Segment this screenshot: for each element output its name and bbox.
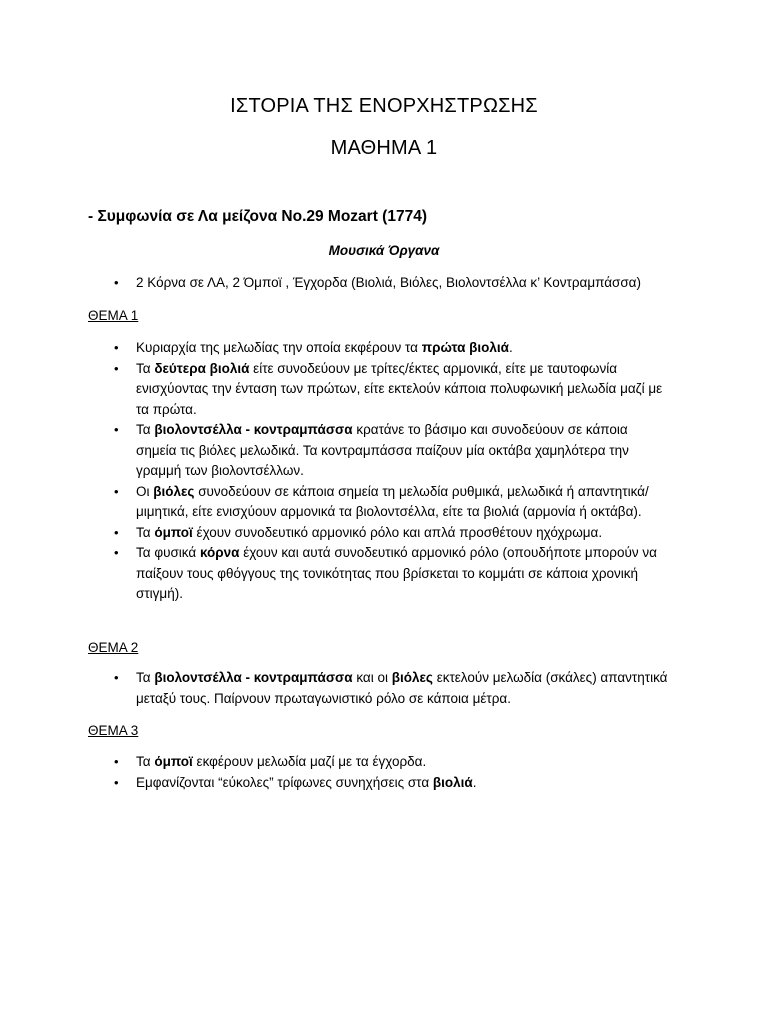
- item-text: εκφέρουν μελωδία μαζί με τα έγχορδα.: [192, 754, 427, 769]
- item-text: Τα: [136, 670, 155, 685]
- bullet-icon: •: [114, 670, 119, 685]
- instruments-subheading: Μουσικά Όργανα: [328, 243, 440, 258]
- item-bold: βιολοντσέλλα - κοντραμπάσσα: [154, 422, 353, 437]
- theme-3-list: [0, 752, 768, 793]
- item-text: είτε συνοδεύουν με τρίτες/έκτες αρμονικά, είτε με ταυτοφωνία ενισχύοντας την ένταση των πρώτων, είτε εκτελούν κάποια πολυφωνική μελωδία μαζί με τα πρώτα.: [136, 360, 663, 417]
- item-bold: πρώτα βιολιά: [421, 340, 509, 355]
- bullet-icon: •: [114, 422, 119, 437]
- item-text: συνοδεύουν σε κάποια σημεία τη μελωδία ρυθμικά, μελωδικά ή απαντητικά/μιμητικά, είτε ενισχύουν αρμονικά τα βιολοντσέλλα, είτε τα βιολιά (αρμονία ή οκτάβα).: [136, 483, 649, 519]
- bullet-icon: •: [114, 754, 119, 769]
- item-text: και οι: [352, 670, 392, 685]
- item-text: Τα: [136, 422, 155, 437]
- item-text: Εμφανίζονται “εύκολες” τρίφωνες συνηχήσεις στα: [136, 774, 433, 790]
- bullet-icon: •: [114, 545, 119, 560]
- item-bold: κόρνα: [199, 545, 240, 560]
- item-text: Οι: [136, 483, 154, 499]
- theme-2-list: [0, 668, 768, 709]
- list-item: [0, 338, 768, 359]
- item-text: κρατάνε το βάσιμο και συνοδεύουν σε κάποια σημεία τις βιόλες μελωδικά. Τα κοντραμπάσσα παίζουν μία οκτάβα χαμηλότερα την γραμμή των βιολοντσέλλων.: [136, 422, 629, 478]
- bullet-icon: •: [114, 524, 119, 540]
- theme-2-label: ΘΕΜΑ 2: [88, 640, 139, 655]
- item-bold: βιόλες: [391, 670, 433, 685]
- list-item: [0, 543, 768, 605]
- item-bold: βιόλες: [153, 483, 195, 499]
- item-text: Τα: [136, 524, 155, 540]
- section-heading: - Συμφωνία σε Λα μείζονα No.29 Mozart (1774): [88, 208, 427, 225]
- list-item: [0, 482, 768, 523]
- theme-3-label: ΘΕΜΑ 3: [88, 723, 139, 738]
- page-title: ΙΣΤΟΡΙΑ ΤΗΣ ΕΝΟΡΧΗΣΤΡΩΣΗΣ: [230, 95, 538, 117]
- item-bold: δεύτερα βιολιά: [154, 360, 250, 376]
- item-text: Τα: [136, 360, 155, 376]
- item-text: έχουν συνοδευτικό αρμονικό ρόλο και απλά προσθέτουν ηχόχρωμα.: [192, 524, 603, 540]
- item-text: .: [472, 774, 477, 790]
- list-item: [0, 668, 768, 709]
- bullet-icon: •: [114, 275, 119, 290]
- item-bold: βιολοντσέλλα - κοντραμπάσσα: [154, 670, 353, 685]
- bullet-icon: •: [114, 360, 119, 376]
- item-text: εκτελούν μελωδία (σκάλες) απαντητικά μεταξύ τους. Παίρνουν πρωταγωνιστικό ρόλο σε κάποια μέτρα.: [136, 670, 668, 706]
- item-text: Κυριαρχία της μελωδίας την οποία εκφέρουν τα: [136, 340, 422, 355]
- list-item: [0, 273, 768, 294]
- list-item: [0, 420, 768, 482]
- list-item: [0, 752, 768, 773]
- bullet-icon: •: [114, 774, 119, 790]
- item-bold: βιολιά: [432, 774, 473, 790]
- bullet-icon: •: [114, 483, 119, 499]
- instruments-list: [0, 273, 768, 294]
- item-text: έχουν και αυτά συνοδευτικό αρμονικό ρόλο (οπουδήποτε μπορούν να παίξουν τους φθόγγους της τονικότητας που βρίσκεται το κομμάτι σε κάποια χρονική στιγμή).: [136, 545, 657, 601]
- item-text: Τα φυσικά: [136, 545, 200, 560]
- item-bold: όμποϊ: [154, 524, 193, 540]
- instruments-text: 2 Κόρνα σε ΛΑ, 2 Όμποϊ , Έγχορδα (Βιολιά, Βιόλες, Βιολοντσέλλα κ’ Κοντραμπάσσα): [136, 275, 641, 290]
- bullet-icon: •: [114, 340, 119, 355]
- list-item: [0, 773, 768, 794]
- lesson-title: ΜΑΘΗΜΑ 1: [330, 137, 438, 159]
- theme-1-list: [0, 338, 768, 605]
- list-item: [0, 359, 768, 421]
- item-text: Τα: [136, 754, 155, 769]
- item-text: .: [508, 340, 513, 355]
- item-bold: όμποϊ: [154, 754, 193, 769]
- list-item: [0, 523, 768, 544]
- theme-1-label: ΘΕΜΑ 1: [88, 308, 139, 323]
